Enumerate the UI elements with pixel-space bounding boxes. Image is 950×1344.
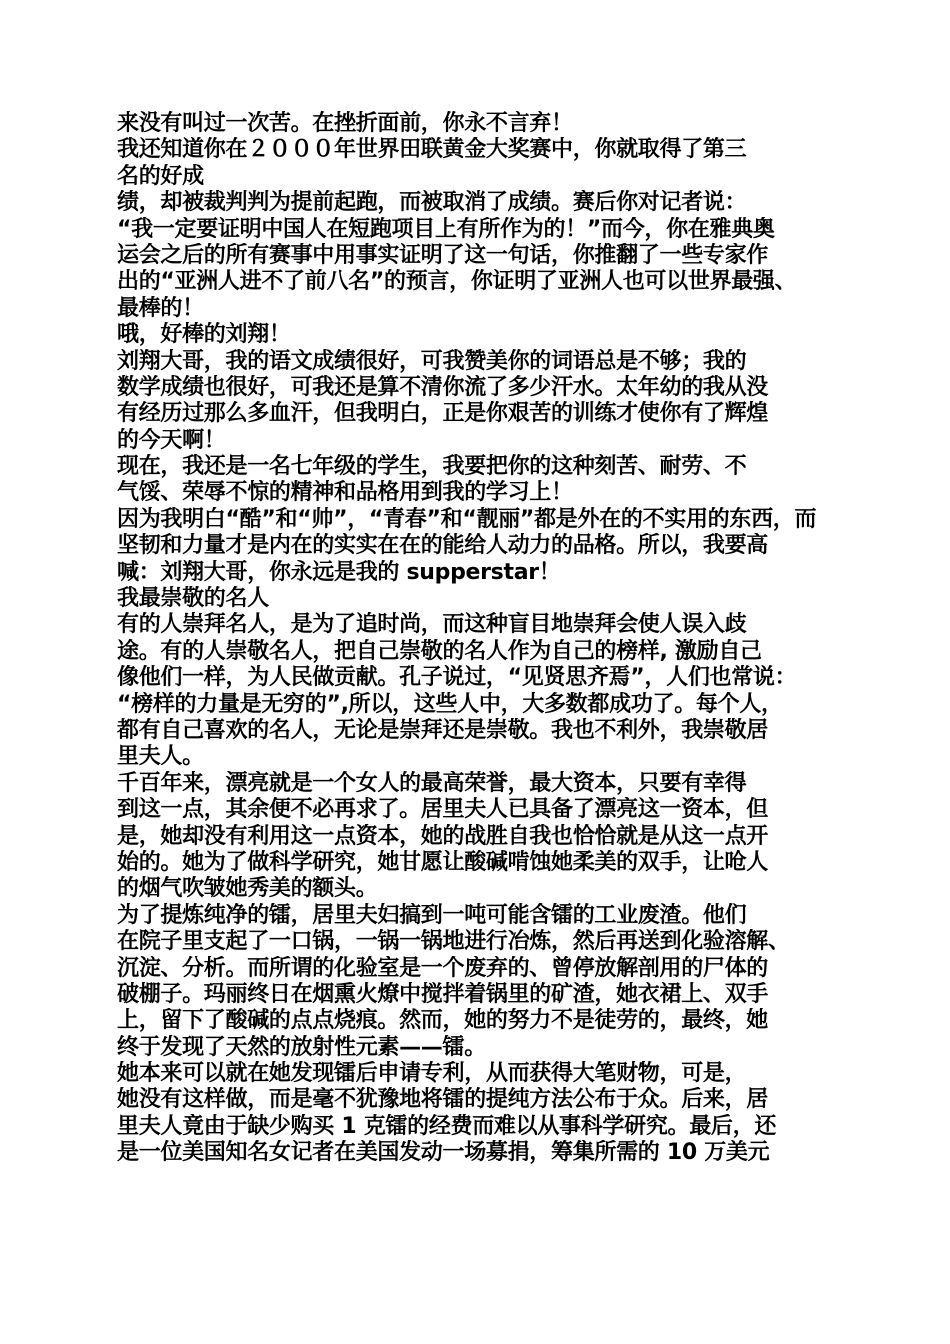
text-line: 她没有这样做，而是毫不犹豫地将镭的提纯方法公布于众。后来，居 [117, 1087, 769, 1113]
text-line: 坚韧和力量才是内在的实实在在的能给人动力的品格。所以，我要高 [117, 533, 769, 559]
section-heading: 我最崇敬的名人 [117, 586, 269, 612]
text-line: 终于发现了天然的放射性元素——镭。 [117, 1034, 486, 1060]
text-line: 我还知道你在２０００年世界田联黄金大奖赛中，你就取得了第三 [117, 137, 747, 163]
text-line: “榜样的力量是无穷的”,所以，这些人中，大多数都成功了。每个人， [117, 691, 783, 717]
text-line: 最棒的！ [117, 295, 204, 321]
text-line: 因为我明白“酷”和“帅”，“青春”和“靓丽”都是外在的不实用的东西，而 [117, 506, 817, 532]
text-line: 是，她却没有利用这一点资本，她的战胜自我也恰恰就是从这一点开 [117, 823, 769, 849]
text-line: 她本来可以就在她发现镭后申请专利，从而获得大笔财物，可是， [117, 1061, 747, 1087]
text-line: 来没有叫过一次苦。在挫折面前，你永不言弃！ [117, 111, 573, 136]
text-line: 是一位美国知名女记者在美国发动一场募捐，筹集所需的 10 万美元 [117, 1140, 770, 1166]
text-line: “我一定要证明中国人在短跑项目上有所作为的！”而今，你在雅典奥 [117, 216, 775, 242]
text-line: 刘翔大哥，我的语文成绩很好，可我赞美你的词语总是不够；我的 [117, 348, 747, 374]
text-line: 里夫人。 [117, 744, 204, 770]
text-line: 千百年来，漂亮就是一个女人的最高荣誉，最大资本，只要有幸得 [117, 770, 747, 796]
text-line: 出的“亚洲人进不了前八名”的预言，你证明了亚洲人也可以世界最强、 [117, 269, 797, 295]
text-line: 名的好成 [117, 163, 204, 189]
text-line: 绩，却被裁判判为提前起跑，而被取消了成绩。赛后你对记者说： [117, 190, 747, 216]
text-line: 为了提炼纯净的镭，居里夫妇搞到一吨可能含镭的工业废渣。他们 [117, 902, 747, 928]
text-line: 有的人崇拜名人，是为了追时尚，而这种盲目地崇拜会使人误入歧 [117, 612, 747, 638]
text-line: 途。有的人崇敬名人，把自己崇敬的名人作为自己的榜样, 激励自己 [117, 638, 762, 664]
text-line: 有经历过那么多血汗，但我明白，正是你艰苦的训练才使你有了辉煌 [117, 401, 769, 427]
text-line: 在院子里支起了一口锅，一锅一锅地进行冶炼，然后再送到化验溶解、 [117, 929, 790, 955]
text-line: 运会之后的所有赛事中用事实证明了这一句话，你推翻了一些专家作 [117, 242, 769, 268]
text-line: 始的。她为了做科学研究，她甘愿让酸碱啃蚀她柔美的双手，让呛人 [117, 849, 769, 875]
text-line: 喊：刘翔大哥，你永远是我的 supperstar！ [117, 559, 561, 585]
text-line: 里夫人竟由于缺少购买 1 克镭的经费而难以从事科学研究。最后，还 [117, 1113, 777, 1139]
text-line: 现在，我还是一名七年级的学生，我要把你的这种刻苦、耐劳、不 [117, 454, 747, 480]
text-line: 气馁、荣辱不惊的精神和品格用到我的学习上！ [117, 480, 573, 506]
text-line: 的烟气吹皱她秀美的额头。 [117, 876, 378, 902]
text-line: 上，留下了酸碱的点点烧痕。然而，她的努力不是徒劳的，最终，她 [117, 1008, 769, 1034]
text-line: 哦，好棒的刘翔！ [117, 322, 291, 348]
text-line: 到这一点，其余便不必再求了。居里夫人已具备了漂亮这一资本，但 [117, 797, 769, 823]
text-line: 的今天啊！ [117, 427, 226, 453]
text-line: 沉淀、分析。而所谓的化验室是一个废弃的、曾停放解剖用的尸体的 [117, 955, 769, 981]
document-body [117, 111, 842, 1167]
text-line: 像他们一样，为人民做贡献。孔子说过，“见贤思齐焉”，人们也常说： [117, 665, 797, 691]
text-line: 都有自己喜欢的名人，无论是崇拜还是崇敬。我也不利外，我崇敬居 [117, 717, 769, 743]
text-line: 数学成绩也很好，可我还是算不清你流了多少汗水。太年幼的我从没 [117, 374, 769, 400]
text-line: 破棚子。玛丽终日在烟熏火燎中搅拌着锅里的矿渣，她衣裙上、双手 [117, 981, 769, 1007]
